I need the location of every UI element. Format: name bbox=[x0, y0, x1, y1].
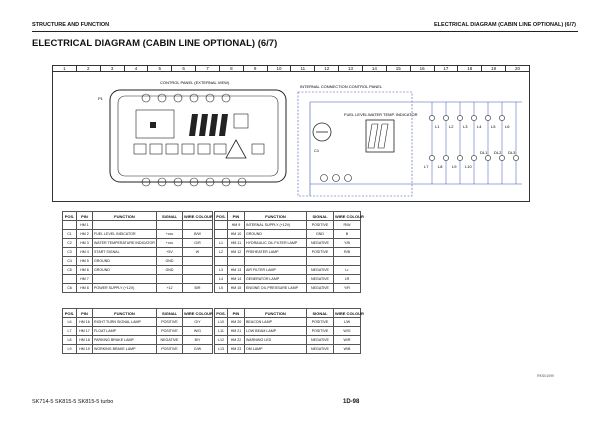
table-row bbox=[215, 345, 361, 354]
cell-function: HYDRAULIC OIL FILTER LAMP bbox=[245, 239, 307, 248]
table-row bbox=[63, 336, 213, 345]
grid-number: 1 bbox=[53, 66, 77, 71]
cell-wire: W bbox=[183, 248, 213, 257]
cell-pin: HM 19 bbox=[77, 345, 93, 354]
cell-pin: HM 4 bbox=[77, 248, 93, 257]
cell-wire: B/R bbox=[183, 284, 213, 293]
footer-models: SK714-5 SK815-5 SK815-5 turbo bbox=[32, 399, 114, 405]
page-header-title: ELECTRICAL DIAGRAM (CABIN LINE OPTIONAL) (6/7) bbox=[434, 22, 576, 28]
table-row bbox=[63, 248, 213, 257]
cell-wire bbox=[183, 221, 213, 230]
grid-number: 11 bbox=[291, 66, 315, 71]
cell-signal: POSITIVE bbox=[307, 318, 334, 327]
cell-pin: HM 13 bbox=[228, 266, 245, 275]
cell-pin: HM 12 bbox=[228, 248, 245, 257]
page-title: ELECTRICAL DIAGRAM (CABIN LINE OPTIONAL) (6/7) bbox=[32, 38, 278, 49]
table-row bbox=[63, 318, 213, 327]
grid-number: 17 bbox=[435, 66, 459, 71]
cell-signal: NEGATIVE bbox=[307, 266, 334, 275]
col-wire-colour: WIRE COLOUR bbox=[335, 310, 364, 316]
cell-pos bbox=[215, 221, 228, 230]
top-indicator-row bbox=[142, 94, 230, 102]
cell-wire: R/B bbox=[334, 248, 361, 257]
header-rule bbox=[32, 31, 578, 32]
col-function: FUNCTION bbox=[245, 212, 307, 221]
pin-table-4 bbox=[214, 308, 364, 354]
fuel-level-label: FUEL LEVEL bbox=[344, 112, 368, 117]
lamp-label: L7 bbox=[424, 164, 429, 169]
cell-pos: L4 bbox=[215, 275, 228, 284]
cell-signal bbox=[157, 221, 183, 230]
cell-pos: L7 bbox=[63, 327, 77, 336]
cell-wire: B/W bbox=[183, 230, 213, 239]
cell-pin: HM 17 bbox=[77, 327, 93, 336]
table-row bbox=[215, 284, 361, 293]
cell-function: PARKING BRAKE LAMP bbox=[93, 336, 157, 345]
col-pin: PIN bbox=[228, 212, 245, 221]
lamp-feeds bbox=[432, 102, 516, 184]
cell-pos: C1 bbox=[63, 230, 77, 239]
col-wire-colour: WIRE COLOUR bbox=[184, 310, 213, 316]
cell-wire: W/B bbox=[334, 345, 361, 354]
lamp-label: L6 bbox=[505, 124, 510, 129]
cell-pin: HM 14 bbox=[228, 275, 245, 284]
cell-signal: GND bbox=[157, 257, 183, 266]
page-number: 1D-98 bbox=[343, 399, 360, 405]
table-row bbox=[215, 230, 361, 239]
p1-label: P1 bbox=[98, 96, 103, 101]
col-signal: SIGNAL bbox=[307, 309, 334, 318]
grid-number: 20 bbox=[514, 66, 520, 71]
lamp-label: L5 bbox=[491, 124, 496, 129]
cell-wire: Lr bbox=[334, 266, 361, 275]
cell-wire: B/Y bbox=[183, 336, 213, 345]
internal-panel-outline bbox=[298, 92, 412, 196]
cell-pos: L1 bbox=[215, 239, 228, 248]
cell-function: RIGHT TURN SIGNAL LAMP bbox=[93, 318, 157, 327]
cell-pos: C4 bbox=[63, 257, 77, 266]
col-signal: SIGNAL bbox=[307, 212, 334, 221]
lamp-label: L2 bbox=[449, 124, 454, 129]
table-row bbox=[215, 257, 361, 266]
cell-pos: C2 bbox=[63, 239, 77, 248]
table-row bbox=[215, 221, 361, 230]
table-row bbox=[63, 345, 213, 354]
pin-table-2 bbox=[214, 211, 364, 293]
cell-pin: HM 6 bbox=[77, 266, 93, 275]
lamp-label: L1 bbox=[435, 124, 440, 129]
lamp-label: DL2 bbox=[494, 150, 502, 155]
control-panel-inner bbox=[118, 96, 278, 176]
cell-wire bbox=[183, 266, 213, 275]
lamp-label: DL3 bbox=[508, 150, 516, 155]
cell-signal: +vcc bbox=[157, 230, 183, 239]
cell-signal: NEGATIVE bbox=[307, 336, 334, 345]
cell-signal: POSITIVE bbox=[157, 318, 183, 327]
grid-number: 18 bbox=[458, 66, 482, 71]
cell-pin: HM 3 bbox=[77, 239, 93, 248]
grid-number: 3 bbox=[101, 66, 125, 71]
control-panel-outline bbox=[110, 90, 286, 182]
cell-wire: W/R bbox=[334, 336, 361, 345]
cell-wire: Y/B bbox=[334, 239, 361, 248]
col-wire-colour: WIRE COLOUR bbox=[335, 213, 364, 219]
cell-pin: HM 11 bbox=[228, 239, 245, 248]
cell-function: INTERNAL SUPPLY (+12V) bbox=[245, 221, 307, 230]
cell-pin: HM 1 bbox=[77, 221, 93, 230]
cell-wire bbox=[183, 257, 213, 266]
cell-wire: Y/R bbox=[334, 284, 361, 293]
cell-wire: G/Y bbox=[183, 318, 213, 327]
cell-pos bbox=[63, 221, 77, 230]
cell-function bbox=[245, 257, 307, 266]
cell-pos bbox=[63, 275, 77, 284]
col-function: FUNCTION bbox=[93, 309, 157, 318]
cell-wire: G/R bbox=[183, 239, 213, 248]
cell-wire: L/W bbox=[334, 318, 361, 327]
cell-pos: C6 bbox=[63, 284, 77, 293]
cell-wire bbox=[334, 257, 361, 266]
cell-pin: HM 21 bbox=[228, 327, 245, 336]
cell-signal: GND bbox=[307, 230, 334, 239]
pin-table-3 bbox=[62, 308, 213, 354]
cell-pin: HM 18 bbox=[77, 336, 93, 345]
cell-signal: POSITIVE bbox=[307, 327, 334, 336]
cell-wire: B bbox=[334, 230, 361, 239]
cell-signal: +vcc bbox=[157, 239, 183, 248]
indicator-segment-1 bbox=[368, 124, 378, 148]
table-header-row bbox=[63, 309, 213, 318]
cell-pin: HM 15 bbox=[228, 284, 245, 293]
cell-pos: L11 bbox=[215, 327, 228, 336]
cell-function: OM LAMP bbox=[245, 345, 307, 354]
cell-pos: L12 bbox=[215, 336, 228, 345]
table-row bbox=[63, 284, 213, 293]
cell-signal: +12 bbox=[157, 284, 183, 293]
cell-signal: POSITIVE bbox=[307, 248, 334, 257]
grid-number: 9 bbox=[244, 66, 268, 71]
col-pos: POS. bbox=[216, 213, 226, 219]
col-wire-colour: WIRE COLOUR bbox=[184, 213, 213, 219]
warning-triangle-icon bbox=[226, 140, 246, 158]
table-row bbox=[63, 327, 213, 336]
cell-wire: R/W bbox=[334, 221, 361, 230]
cell-pos: L2 bbox=[215, 248, 228, 257]
grid-number: 16 bbox=[411, 66, 435, 71]
cell-pos: L9 bbox=[63, 345, 77, 354]
document-reference: RKS01099 bbox=[537, 374, 554, 378]
cell-function: BEACON LAMP bbox=[245, 318, 307, 327]
resistor-group bbox=[321, 175, 352, 182]
cell-function: FUEL LEVEL INDICATOR bbox=[93, 230, 157, 239]
lcd-display bbox=[189, 114, 228, 136]
cell-function: FLOAT LAMP bbox=[93, 327, 157, 336]
cell-function: WORKING BRAKE LAMP bbox=[93, 345, 157, 354]
cell-pos bbox=[215, 257, 228, 266]
cell-pin: HM 7 bbox=[77, 275, 93, 284]
table-row bbox=[215, 275, 361, 284]
cell-pin: HM 5 bbox=[77, 257, 93, 266]
lamp-label: L9 bbox=[452, 164, 457, 169]
internal-panel-label: INTERNAL CONNECTION CONTROL PANEL bbox=[300, 84, 383, 89]
warning-lamp-row bbox=[134, 144, 264, 154]
cell-pos: L5 bbox=[215, 284, 228, 293]
col-pin: PIN bbox=[77, 309, 93, 318]
cell-pin: HM 9 bbox=[228, 221, 245, 230]
col-signal: SIGNAL bbox=[157, 309, 183, 318]
grid-number: 14 bbox=[363, 66, 387, 71]
table-row bbox=[63, 221, 213, 230]
cell-signal: +5V bbox=[157, 248, 183, 257]
grid-number: 8 bbox=[220, 66, 244, 71]
cell-signal: GND bbox=[157, 266, 183, 275]
cell-pin: HM 23 bbox=[228, 345, 245, 354]
col-function: FUNCTION bbox=[245, 309, 307, 318]
table-row bbox=[215, 248, 361, 257]
lamp-label: L3 bbox=[463, 124, 468, 129]
cell-function bbox=[93, 221, 157, 230]
cell-function: GROUND bbox=[93, 257, 157, 266]
cell-wire bbox=[183, 275, 213, 284]
grid-number: 2 bbox=[77, 66, 101, 71]
cell-function: LOW BEAM LAMP bbox=[245, 327, 307, 336]
grid-number: 13 bbox=[339, 66, 363, 71]
cell-signal: POSITIVE bbox=[157, 345, 183, 354]
grid-number: 19 bbox=[482, 66, 506, 71]
grid-number: 10 bbox=[268, 66, 292, 71]
pin-table-1 bbox=[62, 211, 213, 293]
table-header-row bbox=[215, 212, 361, 221]
cell-function: WARNING LED bbox=[245, 336, 307, 345]
table-row bbox=[215, 318, 361, 327]
table-header-row bbox=[63, 212, 213, 221]
col-pin: PIN bbox=[77, 212, 93, 221]
table-row bbox=[63, 266, 213, 275]
gauge-marker bbox=[150, 122, 156, 128]
indicator-segment-2 bbox=[378, 124, 388, 148]
cell-pin: HM 10 bbox=[228, 230, 245, 239]
cell-wire: LR bbox=[334, 275, 361, 284]
cell-pin: HM 22 bbox=[228, 336, 245, 345]
cell-signal: POSITIVE bbox=[157, 327, 183, 336]
table-row bbox=[63, 275, 213, 284]
display-icon-box bbox=[234, 114, 248, 128]
table-row bbox=[215, 266, 361, 275]
lamp-label: L10 bbox=[465, 164, 472, 169]
col-pos: POS. bbox=[63, 212, 77, 221]
column-grid bbox=[52, 65, 530, 72]
cell-pin: HM 8 bbox=[77, 284, 93, 293]
table-row bbox=[63, 230, 213, 239]
lamp-label: L4 bbox=[477, 124, 482, 129]
grid-number: 15 bbox=[387, 66, 411, 71]
cell-pos: L3 bbox=[215, 266, 228, 275]
cell-pin bbox=[228, 257, 245, 266]
cell-pin: HM 16 bbox=[77, 318, 93, 327]
table-row bbox=[215, 327, 361, 336]
cell-signal: NEGATIVE bbox=[307, 239, 334, 248]
cell-pin: HM 2 bbox=[77, 230, 93, 239]
table-header-row bbox=[215, 309, 361, 318]
cell-pos: L8 bbox=[63, 336, 77, 345]
col-function: FUNCTION bbox=[93, 212, 157, 221]
section-header: STRUCTURE AND FUNCTION bbox=[32, 22, 110, 28]
electrical-diagram bbox=[52, 72, 530, 202]
table-row bbox=[63, 239, 213, 248]
col-signal: SIGNAL bbox=[157, 212, 183, 221]
cell-signal: NEGATIVE bbox=[307, 275, 334, 284]
cell-function: START SIGNAL bbox=[93, 248, 157, 257]
cell-function: AIR FILTER LAMP bbox=[245, 266, 307, 275]
cell-function: WATER TEMPERATURE INDICATOR bbox=[93, 239, 157, 248]
cell-function: GROUND bbox=[93, 266, 157, 275]
cell-signal: NEGATIVE bbox=[307, 284, 334, 293]
cell-signal: POSITIVE bbox=[307, 221, 334, 230]
cell-function: PREHEATER LAMP bbox=[245, 248, 307, 257]
cell-signal bbox=[157, 275, 183, 284]
cell-wire: W/G bbox=[334, 327, 361, 336]
cell-pos: C3 bbox=[63, 248, 77, 257]
grid-number: 6 bbox=[172, 66, 196, 71]
cell-pos: L10 bbox=[215, 318, 228, 327]
water-temp-label: WATER TEMP. INDICATOR bbox=[368, 112, 418, 117]
cell-pin: HM 20 bbox=[228, 318, 245, 327]
cell-wire: G/W bbox=[183, 345, 213, 354]
lamp-label: DL1 bbox=[480, 150, 488, 155]
grid-number: 7 bbox=[196, 66, 220, 71]
cell-function: ENGINE OIL PRESSURE LAMP bbox=[245, 284, 307, 293]
cell-wire: W/G bbox=[183, 327, 213, 336]
cell-function bbox=[93, 275, 157, 284]
cell-signal: NEGATIVE bbox=[307, 345, 334, 354]
grid-number: 5 bbox=[148, 66, 172, 71]
cell-pos: L13 bbox=[215, 345, 228, 354]
lamp-label: L8 bbox=[438, 164, 443, 169]
table-row bbox=[63, 257, 213, 266]
table-row bbox=[215, 336, 361, 345]
table-row bbox=[215, 239, 361, 248]
grid-number: 12 bbox=[315, 66, 339, 71]
cell-signal bbox=[307, 257, 334, 266]
cell-function: GENERATOR LAMP bbox=[245, 275, 307, 284]
cell-pos bbox=[215, 230, 228, 239]
cell-function: POWER SUPPLY (+12V) bbox=[93, 284, 157, 293]
lamp-labels bbox=[424, 124, 516, 169]
col-pos: POS. bbox=[63, 309, 77, 318]
col-pos: POS. bbox=[216, 310, 226, 316]
grid-number: 4 bbox=[125, 66, 149, 71]
control-panel-label: CONTROL PANEL (EXTERNAL VIEW) bbox=[160, 80, 230, 85]
col-pin: PIN bbox=[228, 309, 245, 318]
cell-pos: L6 bbox=[63, 318, 77, 327]
cell-pos: C5 bbox=[63, 266, 77, 275]
cell-function: GROUND bbox=[245, 230, 307, 239]
c1-label: C1 bbox=[314, 148, 320, 153]
cell-signal: NEGATIVE bbox=[157, 336, 183, 345]
